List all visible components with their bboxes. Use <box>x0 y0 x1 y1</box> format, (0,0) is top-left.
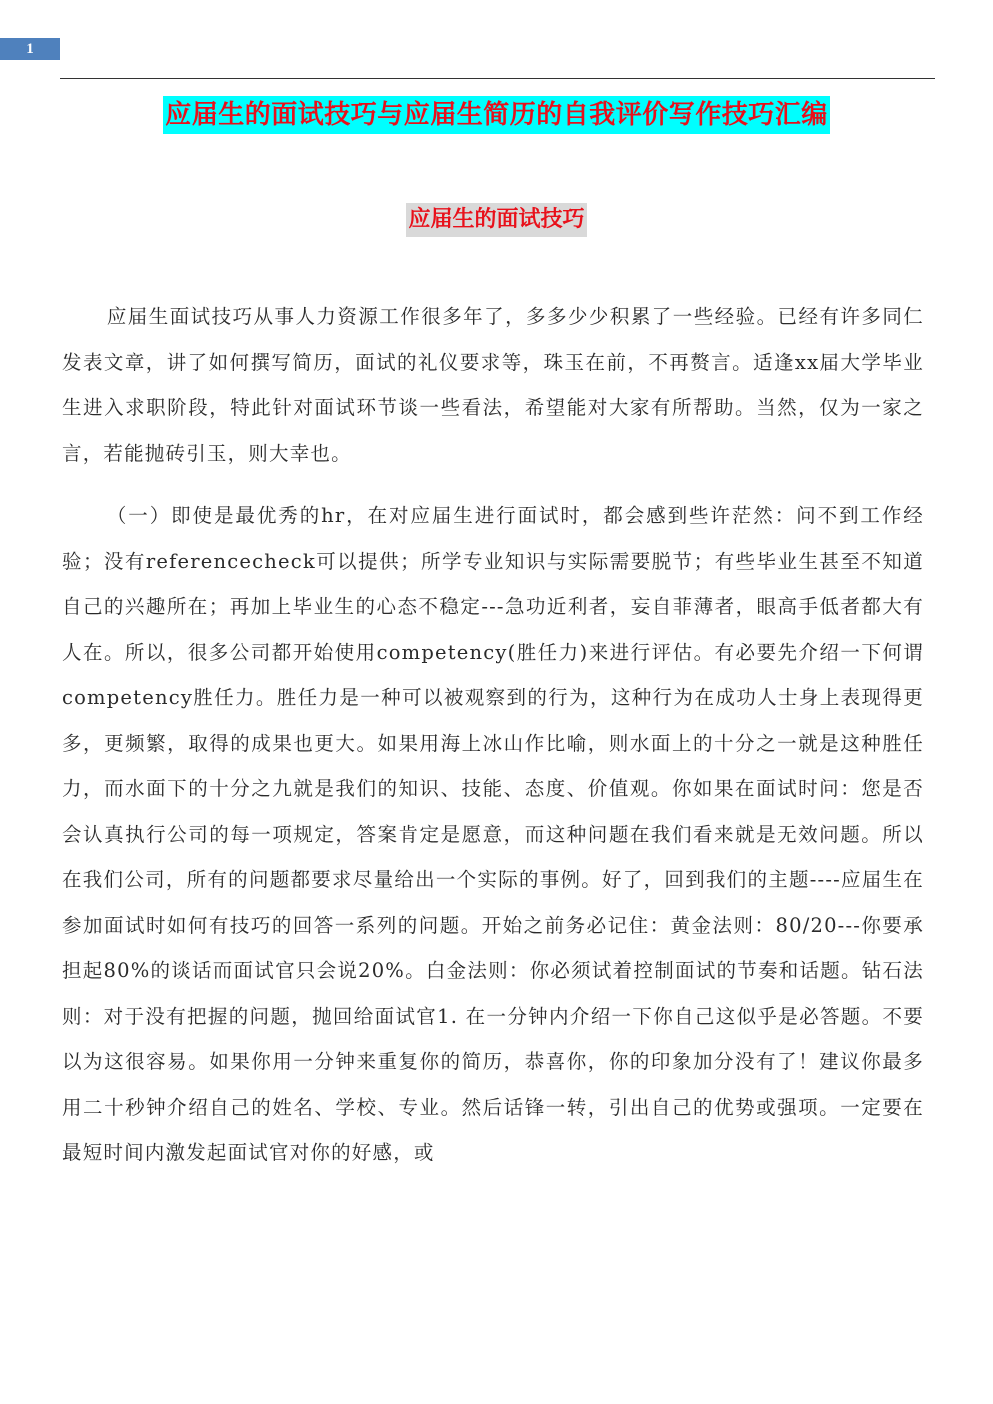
page-number-badge: 1 <box>0 38 60 60</box>
paragraph-text: （一）即使是最优秀的hr，在对应届生进行面试时，都会感到些许茫然：问不到工作经验；没有referencecheck可以提供；所学专业知识与实际需要脱节；有些毕业生甚至不知道自己的兴趣所在；再加上毕业生的心态不稳定---急功近利者，妄自菲薄者，眼高手低者都大有人在。所以，很多公司都开始使用competency(胜任力)来进行评估。有必要先介绍一下何谓competency胜任力。胜任力是一种可以被观察到的行为，这种行为在成功人士身上表现得更多，更频繁，取得的成果也更大。如果用海上冰山作比喻，则水面上的十分之一就是这种胜任力，而水面下的十分之九就是我们的知识、技能、态度、价值观。你如果在面试时问：您是否会认真执行公司的每一项规定，答案肯定是愿意，而这种问题在我们看来就是无效问题。所以在我们公司，所有的问题都要求尽量给出一个实际的事例。好了，回到我们的主题----应届生在参加面试时如何有技巧的回答一系列的问题。开始之前务必记住：黄金法则：80/20---你要承担起80%的谈话而面试官只会说20%。白金法则：你必须试着控制面试的节奏和话题。钻石法则：对于没有把握的问题，抛回给面试官1. 在一分钟内介绍一下你自己这似乎是必答题。不要以为这很容易。如果你用一分钟来重复你的简历，恭喜你，你的印象加分没有了！建议你最多用二十秒钟介绍自己的姓名、学校、专业。然后话锋一转，引出自己的优势或强项。一定要在最短时间内激发起面试官对你的好感，或 <box>62 504 924 1164</box>
paragraph-text: 应届生面试技巧从事人力资源工作很多年了，多多少少积累了一些经验。已经有许多同仁发表文章，讲了如何撰写简历，面试的礼仪要求等，珠玉在前，不再赘言。适逢xx届大学毕业生进入求职阶段，特此针对面试环节谈一些看法，希望能对大家有所帮助。当然，仅为一家之言，若能抛砖引玉，则大幸也。 <box>62 305 924 465</box>
document-title-container <box>0 96 993 134</box>
section-heading-container <box>0 203 993 237</box>
body-paragraph-2 <box>62 493 924 1176</box>
header-divider <box>60 78 935 79</box>
body-paragraph-1 <box>62 294 924 476</box>
section-heading: 应届生的面试技巧 <box>406 203 586 237</box>
document-title: 应届生的面试技巧与应届生简历的自我评价写作技巧汇编 <box>163 96 830 134</box>
